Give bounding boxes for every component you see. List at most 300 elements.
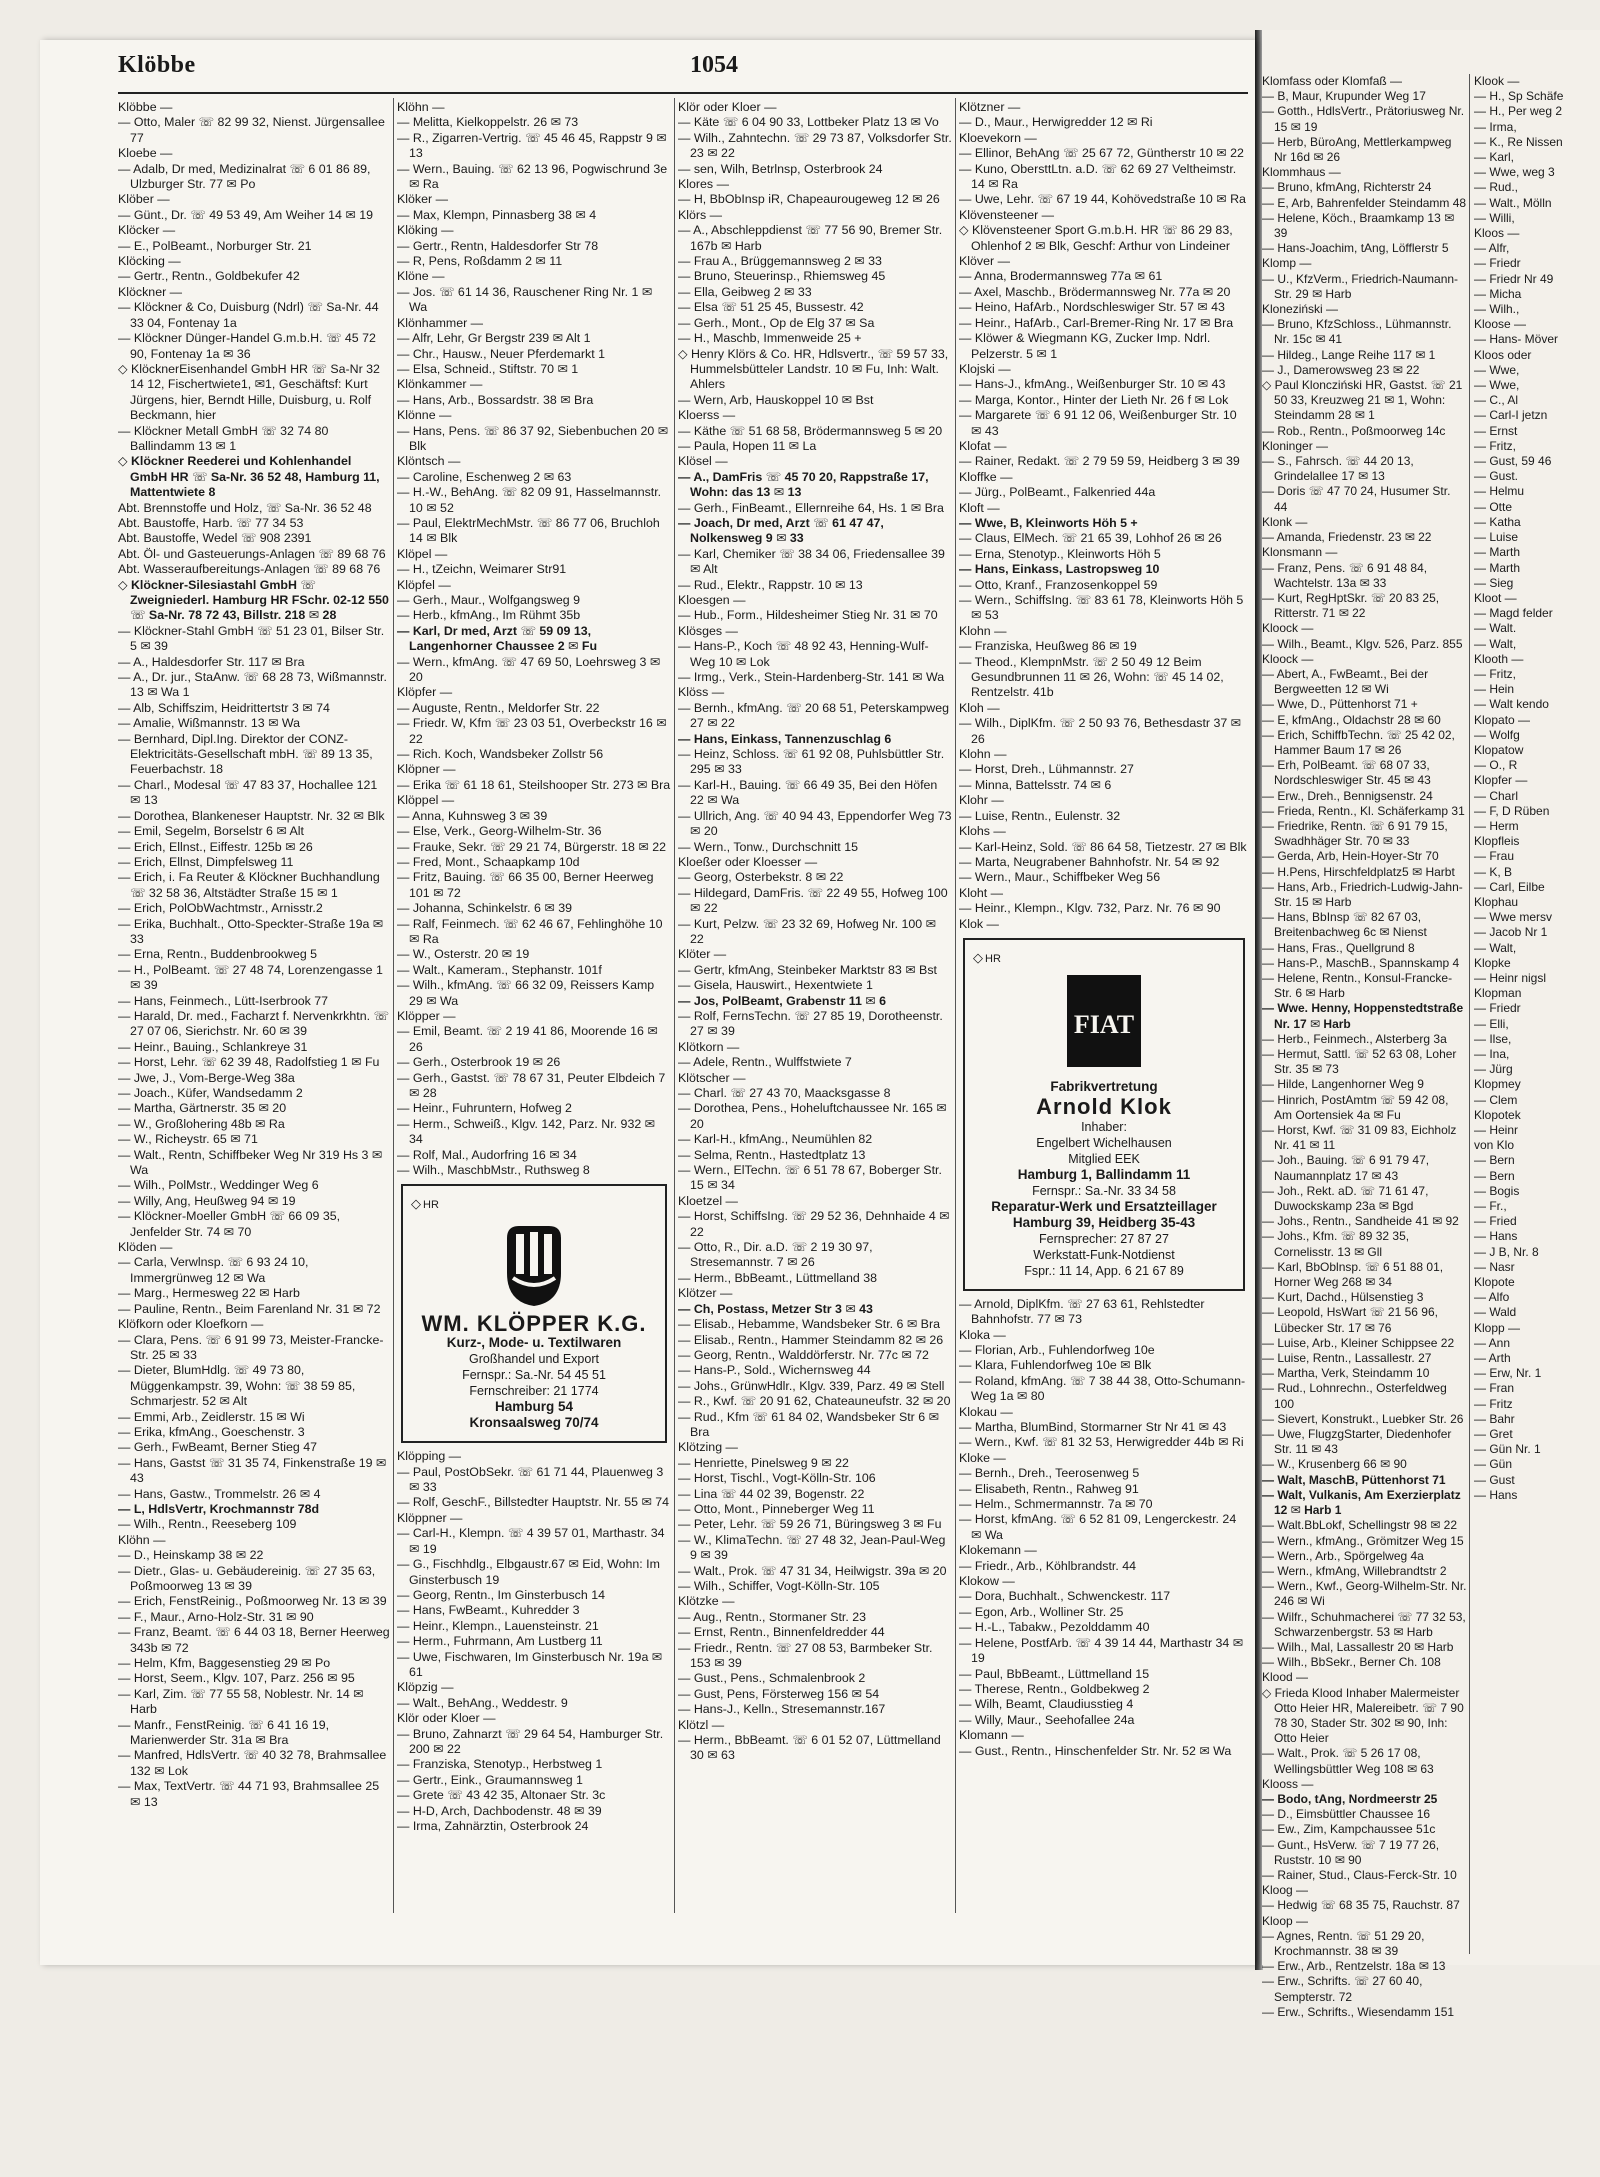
directory-entry: — Wern., kfmAng., Grömitzer Weg 15 xyxy=(1262,1533,1464,1548)
directory-entry: — Erna, Stenotyp., Kleinworts Höh 5 xyxy=(959,546,1161,561)
directory-entry: — Georg, Rentn., Walddörferstr. Nr. 77c ✉ 72 xyxy=(678,1347,929,1362)
directory-entry: — Elisab., Rentn., Hammer Steindamm 82 ✉ 26 xyxy=(678,1332,944,1347)
directory-entry: — Wern., Tonw., Durchschnitt 15 xyxy=(678,839,858,854)
directory-entry: — W., Richeystr. 65 ✉ 71 xyxy=(118,1132,258,1147)
directory-entry: — Wilfr., Schuhmacherei ☏ 77 32 53, Schwarzenbergstr. 53 ✉ Harb xyxy=(1262,1609,1466,1639)
listing-diamond-icon: ◇ xyxy=(411,1196,421,1212)
directory-entry: — Fred, Mont., Schaapkamp 10d xyxy=(397,854,580,869)
directory-entry: — Helene, Rentn., Konsul-Francke-Str. 6 ✉ Harb xyxy=(1262,970,1453,1001)
directory-entry: — Heino, HafArb., Nordschleswiger Str. 57 ✉ 43 xyxy=(959,300,1225,315)
directory-entry: Klöpfel — xyxy=(397,577,451,592)
directory-entry: — Anna, Kuhnsweg 3 ✉ 39 xyxy=(397,808,548,823)
directory-entry: — Ch, Postass, Metzer Str 3 ✉ 43 xyxy=(678,1301,873,1316)
directory-entry: Klopotek xyxy=(1474,1107,1521,1122)
directory-entry: — Gerh., Mont., Op de Elg 37 ✉ Sa xyxy=(678,315,875,330)
directory-entry: — Hans-P., Sold., Wichernsweg 44 xyxy=(678,1363,871,1378)
directory-entry: Kloos oder xyxy=(1474,347,1532,362)
directory-entry: — Amanda, Friedenstr. 23 ✉ 22 xyxy=(1262,530,1432,545)
directory-entry: Klöbbe — xyxy=(118,100,173,114)
directory-entry: — Arnold, DiplKfm. ☏ 27 63 61, Rehlstedter Bahnhofstr. 77 ✉ 73 xyxy=(959,1296,1205,1327)
directory-entry: Klösges — xyxy=(678,623,738,638)
column-rule xyxy=(393,98,394,1913)
directory-entry: Abt. Brennstoffe und Holz, ☏ Sa-Nr. 36 52 48 xyxy=(118,500,372,515)
directory-entry: — Rich. Koch, Wandsbeker Zollstr 56 xyxy=(397,747,604,762)
directory-entry: — Hans, BbInsp ☏ 82 67 03, Breitenbachweg 6c ✉ Nienst xyxy=(1262,910,1427,940)
directory-entry: — Bruno, Steuerinsp., Rhiemsweg 45 xyxy=(678,269,886,284)
directory-entry: — Fritz xyxy=(1474,1396,1513,1411)
directory-entry: ◇ Klöckner-Silesiastahl GmbH ☏ Zweigniederl. Hamburg HR FSchr. 02-12 550 ☏ Sa-Nr. 78 72 43, Billstr. 218 ✉ 28 xyxy=(118,577,389,623)
advertisement-kloepper xyxy=(401,1184,667,1443)
directory-entry: — Ann xyxy=(1474,1335,1511,1350)
directory-entry: — Auguste, Rentn., Meldorfer Str. 22 xyxy=(397,700,600,715)
directory-entry: — Paul, ElektrMechMstr. ☏ 86 77 06, Bruchloh 14 ✉ Blk xyxy=(397,515,660,546)
directory-entry: — Doris ☏ 47 70 24, Husumer Str. 44 xyxy=(1262,484,1451,514)
directory-entry: Kloka — xyxy=(959,1327,1006,1342)
directory-entry: — Wilh., BbSekr., Berner Ch. 108 xyxy=(1262,1655,1441,1670)
directory-entry: — Walt., Rentn, Schiffbeker Weg Nr 319 Hs 3 ✉ Wa xyxy=(118,1147,383,1178)
directory-entry: — H., Sp Schäfe xyxy=(1474,89,1564,104)
directory-entry: — W., KlimaTechn. ☏ 27 48 32, Jean-Paul-Weg 9 ✉ 39 xyxy=(678,1532,946,1563)
directory-entry: — F., Maur., Arno-Holz-Str. 31 ✉ 90 xyxy=(118,1609,314,1624)
directory-column-3 xyxy=(678,100,952,1920)
directory-entry: — Dietr., Glas- u. Gebäudereinig. ☏ 27 35 63, Poßmoorweg 13 ✉ 39 xyxy=(118,1563,376,1593)
directory-entry: — Wern., Arb., Spörgelweg 4a xyxy=(1262,1548,1424,1563)
directory-entry: — Wilh., xyxy=(1474,302,1520,317)
directory-entry: Klooss — xyxy=(1262,1776,1314,1791)
directory-entry: — Gret xyxy=(1474,1427,1513,1442)
directory-entry: Klöcking — xyxy=(118,254,181,269)
directory-entry: — Elisabeth, Rentn., Rahweg 91 xyxy=(959,1481,1139,1496)
directory-entry: — S., Fahrsch. ☏ 44 20 13, Grindelallee 17 ✉ 13 xyxy=(1262,454,1414,484)
directory-entry: — Walt kendo xyxy=(1474,697,1549,712)
directory-entry: — H, BbObInsp iR, Chapeaurougeweg 12 ✉ 26 xyxy=(678,192,940,207)
directory-entry: — Horst, kfmAng. ☏ 6 52 81 09, Lengerckestr. 24 ✉ Wa xyxy=(959,1512,1237,1542)
directory-entry: — Heinr., HafArb., Carl-Bremer-Ring Nr. 17 ✉ Bra xyxy=(959,315,1234,330)
directory-entry: — Gust, 59 46 xyxy=(1474,454,1552,469)
directory-entry: — Hans, Gastw., Trommelstr. 26 ✉ 4 xyxy=(118,1486,321,1501)
directory-entry: — Walt., Mölln xyxy=(1474,195,1552,210)
directory-entry: Kloffke — xyxy=(959,469,1013,484)
directory-entry: — Else, Verk., Georg-Wilhelm-Str. 36 xyxy=(397,824,602,839)
directory-entry: — Bernh., Dreh., Teerosenweg 5 xyxy=(959,1466,1140,1481)
directory-entry: Abt. Baustoffe, Wedel ☏ 908 2391 xyxy=(118,531,312,546)
directory-entry: — Willy, Maur., Seehofallee 24a xyxy=(959,1712,1135,1727)
directory-entry: — Hilde, Langenhorner Weg 9 xyxy=(1262,1077,1424,1092)
directory-entry: — Willy, Ang, Heußweg 94 ✉ 19 xyxy=(118,1193,296,1208)
directory-entry: — Emil, Segelm, Borselstr 6 ✉ Alt xyxy=(118,824,304,839)
directory-entry: Klötzl — xyxy=(678,1717,725,1732)
directory-entry: — Jürg xyxy=(1474,1062,1513,1077)
directory-entry: — Max, TextVertr. ☏ 44 71 93, Brahmsallee 25 ✉ 13 xyxy=(118,1779,380,1809)
directory-entry: — Uwe, FlugzgStarter, Diedenhofer Str. 11 ✉ 43 xyxy=(1262,1427,1452,1457)
directory-entry: — Walt.BbLokf, Schellingstr 98 ✉ 22 xyxy=(1262,1518,1458,1533)
directory-entry: — Käthe ☏ 51 68 58, Brödermannsweg 5 ✉ 20 xyxy=(678,423,943,438)
directory-entry: — Fritz, Bauing. ☏ 66 35 00, Berner Heerweg 101 ✉ 72 xyxy=(397,870,654,900)
directory-entry: — Walt., Prok. ☏ 5 26 17 08, Wellingsbüttler Weg 108 ✉ 63 xyxy=(1262,1746,1434,1776)
directory-entry: — Wwe, xyxy=(1474,378,1520,393)
directory-entry: — Luise, Arb., Kleiner Schippsee 22 xyxy=(1262,1335,1455,1350)
directory-entry: — Gust xyxy=(1474,1472,1515,1487)
directory-entry: Klöver — xyxy=(959,254,1010,269)
directory-entry: Klohn — xyxy=(959,747,1007,762)
directory-entry: — Dorothea, Blankeneser Hauptstr. Nr. 32 ✉ Blk xyxy=(118,808,385,823)
directory-entry: — Bernhard, Dipl.Ing. Direktor der CONZ-Elektricitäts-Gesellschaft mbH. ☏ 89 13 35, Feuerbachstr. 18 xyxy=(118,731,373,777)
directory-entry: — Frau xyxy=(1474,849,1515,864)
directory-entry: Klötzer — xyxy=(678,1286,733,1301)
directory-entry: Klomann — xyxy=(959,1728,1024,1743)
directory-entry: — Rob., Rentn., Poßmoorweg 14c xyxy=(1262,423,1446,438)
directory-entry: Kloog — xyxy=(1262,1883,1309,1898)
directory-entry: Klötscher — xyxy=(678,1070,746,1085)
directory-entry: — Walt., Kameram., Stephanstr. 101f xyxy=(397,962,602,977)
directory-entry: — Hans, Fras., Quellgrund 8 xyxy=(1262,940,1415,955)
directory-entry: — Micha xyxy=(1474,286,1522,301)
directory-entry: Klörs — xyxy=(678,207,723,222)
listing-diamond-icon: ◇ xyxy=(973,949,983,965)
directory-entry: Klood — xyxy=(1262,1670,1309,1685)
directory-entry: Klofat — xyxy=(959,438,1007,453)
ad-line: Fernspr.: Sa.-Nr. 33 34 58 xyxy=(1032,1183,1176,1198)
directory-entry: Klöking — xyxy=(397,223,454,238)
directory-entry: — Charl xyxy=(1474,788,1519,803)
directory-entry: Klooth — xyxy=(1474,651,1524,666)
directory-entry: — Walt, xyxy=(1474,940,1517,955)
directory-entry: — Gust. xyxy=(1474,469,1519,484)
directory-entry: Abt. Wasseraufbereitungs-Anlagen ☏ 89 68 76 xyxy=(118,562,381,577)
directory-entry: — Johs., GrünwHdlr., Klgv. 339, Parz. 49 ✉ Stell xyxy=(678,1378,945,1393)
directory-entry: — Hein xyxy=(1474,682,1515,697)
directory-entry: Klöden — xyxy=(118,1240,173,1255)
directory-entry: — Martha, Verk, Steindamm 10 xyxy=(1262,1366,1430,1381)
directory-entry: — Hans, Arb., Bossardstr. 38 ✉ Bra xyxy=(397,392,594,407)
directory-entry: — Roland, kfmAng. ☏ 7 38 44 38, Otto-Schumann-Weg 1a ✉ 80 xyxy=(959,1373,1246,1404)
directory-entry: — Helene, PostfArb. ☏ 4 39 14 44, Marthastr 34 ✉ 19 xyxy=(959,1635,1244,1666)
directory-entry: — Erich, SchiffbTechn. ☏ 25 42 02, Hammer Baum 17 ✉ 26 xyxy=(1262,727,1455,757)
directory-entry: — Wern, Arb, Hauskoppel 10 ✉ Bst xyxy=(678,392,874,407)
directory-entry: — Joh., Rekt. aD. ☏ 71 61 47, Duwockskamp 23a ✉ Bgd xyxy=(1262,1183,1429,1214)
directory-entry: — Rud., Elektr., Rappstr. 10 ✉ 13 xyxy=(678,577,863,592)
directory-entry: Klöntsch — xyxy=(397,454,461,469)
directory-entry: Klomp — xyxy=(1262,256,1312,271)
directory-entry: — Jos, PolBeamt, Grabenstr 11 ✉ 6 xyxy=(678,993,887,1008)
directory-entry: — Rainer, Stud., Claus-Ferck-Str. 10 xyxy=(1262,1867,1457,1882)
directory-entry: — Herm., Fuhrmann, Am Lustberg 11 xyxy=(397,1634,603,1649)
directory-entry: — Wilh., MaschbMstr., Ruthsweg 8 xyxy=(397,1163,590,1178)
directory-entry: — Wilh., Rentn., Reeseberg 109 xyxy=(118,1517,297,1532)
directory-entry: — Herm., BbBeamt., Lüttmelland 38 xyxy=(678,1270,878,1285)
directory-entry: — H.-L., Tabakw., Pezolddamm 40 xyxy=(959,1620,1150,1635)
ad-line: Fernspr.: Sa.-Nr. 54 45 51 xyxy=(462,1368,606,1383)
directory-entry: — Gust, Pens, Försterweg 156 ✉ 54 xyxy=(678,1686,880,1701)
directory-entry: — Therese, Rentn., Goldbekweg 2 xyxy=(959,1681,1150,1696)
directory-entry: — Joach., Küfer, Wandsedamm 2 xyxy=(118,1086,303,1100)
directory-entry: — Magd felder xyxy=(1474,606,1553,621)
directory-entry: — Jwe, J., Vom-Berge-Weg 38a xyxy=(118,1070,295,1085)
ad-line: Fspr.: 11 14, App. 6 21 67 89 xyxy=(1024,1263,1184,1278)
directory-entry: — Amalie, Wißmannstr. 13 ✉ Wa xyxy=(118,716,301,731)
directory-entry: Kloos — xyxy=(1474,226,1520,241)
directory-entry: — Herb, BüroAng, Mettlerkampweg Nr 16d ✉ 26 xyxy=(1262,134,1452,165)
directory-entry: — Ullrich, Ang. ☏ 40 94 43, Eppendorfer Weg 73 ✉ 20 xyxy=(678,808,952,839)
directory-entry: — Wwe mersv xyxy=(1474,910,1552,925)
directory-entry: Klook — xyxy=(1474,74,1520,88)
directory-entry: Kloesgen — xyxy=(678,593,746,607)
directory-entry: — Gerh., FinBeamt., Ellernreihe 64, Hs. 1 ✉ Bra xyxy=(678,500,944,515)
directory-entry: — Irma, Zahnärztin, Osterbrook 24 xyxy=(397,1819,589,1833)
directory-entry: — Helm., Schmermannstr. 7a ✉ 70 xyxy=(959,1497,1153,1512)
directory-entry: Klötzner — xyxy=(959,100,1021,114)
directory-entry: — Wern., kfmAng, Willebrandtstr 2 xyxy=(1262,1563,1447,1578)
column-rule xyxy=(1469,74,1470,1954)
directory-entry: Kloetzel — xyxy=(678,1193,738,1208)
directory-entry: — Alb, Schiffszim, Heidrittertstr 3 ✉ 74 xyxy=(118,700,330,715)
directory-entry: — Karl-H., Bauing. ☏ 66 49 35, Bei den Höfen 22 ✉ Wa xyxy=(678,777,938,808)
directory-entry: — Irma, xyxy=(1474,119,1517,134)
directory-entry: — Wwe, B, Kleinworts Höh 5 + xyxy=(959,515,1138,530)
directory-entry: — Ella, Geibweg 2 ✉ 33 xyxy=(678,284,812,299)
directory-entry: — Gertr, kfmAng, Steinbeker Marktstr 83 ✉ Bst xyxy=(678,962,937,977)
directory-entry: — Sievert, Konstrukt., Luebker Str. 26 xyxy=(1262,1411,1464,1426)
directory-entry: — Hildegard, DamFris. ☏ 22 49 55, Hofweg 100 ✉ 22 xyxy=(678,885,948,916)
directory-entry: — Klöckner-Stahl GmbH ☏ 51 23 01, Bilser Str. 5 ✉ 39 xyxy=(118,623,385,654)
directory-entry: — Ellinor, BehAng ☏ 25 67 72, Güntherstr 10 ✉ 22 xyxy=(959,146,1244,161)
directory-entry: — Elisab., Hebamme, Wandsbeker Str. 6 ✉ Bra xyxy=(678,1317,940,1332)
ad-line: Hamburg 1, Ballindamm 11 xyxy=(1017,1166,1191,1182)
directory-entry: — Karl, Chemiker ☏ 38 34 06, Friedensallee 39 ✉ Alt xyxy=(678,546,945,577)
directory-entry: — Marga, Kontor., Hinter der Lieth Nr. 26 f ✉ Lok xyxy=(959,392,1229,407)
directory-entry: — Wern., kfmAng. ☏ 47 69 50, Loehrsweg 3 ✉ 20 xyxy=(397,654,661,685)
directory-entry: — Walt, MaschB, Püttenhorst 71 xyxy=(1262,1472,1446,1487)
directory-entry: — Otto, Maler ☏ 82 99 32, Nienst. Jürgensallee 77 xyxy=(118,115,385,145)
directory-entry: — R., Kwf. ☏ 20 91 62, Chateauneufstr. 32 ✉ 20 xyxy=(678,1394,951,1409)
ad-company-name: WM. KLÖPPER K.G. xyxy=(421,1310,647,1336)
directory-entry: — A., Haldesdorfer Str. 117 ✉ Bra xyxy=(118,654,305,669)
directory-entry: — Karl, BbOblnsp. ☏ 6 51 88 01, Horner Weg 268 ✉ 34 xyxy=(1262,1259,1444,1290)
directory-entry: von Klo xyxy=(1474,1138,1515,1153)
directory-entry: — Willi, xyxy=(1474,210,1515,225)
directory-entry: — Emil, Beamt. ☏ 2 19 41 86, Moorende 16 ✉ 26 xyxy=(397,1024,658,1054)
directory-entry: — Horst, Dreh., Lühmannstr. 27 xyxy=(959,762,1134,777)
directory-entry: — Wolfg xyxy=(1474,727,1520,742)
ad-line: Fernsprecher: 27 87 27 xyxy=(1039,1231,1169,1246)
directory-entry: Klohs — xyxy=(959,824,1006,839)
page-header xyxy=(118,52,1248,88)
directory-entry: — Martha, Gärtnerstr. 35 ✉ 20 xyxy=(118,1101,287,1116)
directory-entry: — Erich, FenstReinig., Poßmoorweg Nr. 13 ✉ 39 xyxy=(118,1594,387,1609)
directory-entry: — Hans- Möver xyxy=(1474,332,1559,347)
directory-entry: Klophau xyxy=(1474,894,1519,909)
directory-entry: — Claus, ElMech. ☏ 21 65 39, Lohhof 26 ✉ 26 xyxy=(959,531,1222,546)
directory-entry: — H.-W., BehAng. ☏ 82 09 91, Hasselmannstr. 10 ✉ 52 xyxy=(397,485,662,515)
directory-entry: — Wilh, Beamt, Claudiusstieg 4 xyxy=(959,1697,1134,1712)
directory-entry: — Katha xyxy=(1474,514,1521,529)
directory-entry: — Arth xyxy=(1474,1351,1511,1366)
directory-entry: — Wwe, D., Püttenhorst 71 + xyxy=(1262,697,1418,712)
directory-entry: Klopato — xyxy=(1474,712,1531,727)
directory-entry: ◇ Henry Klörs & Co. HR, Hdlsvertr., ☏ 59 57 33, Hummelsbütteler Landstr. 10 ✉ Fu, Inh: Walt. Ahlers xyxy=(678,346,949,392)
directory-entry: — H., Maschb, Immenweide 25 + xyxy=(678,331,862,346)
directory-entry: — H., Per weg 2 xyxy=(1474,104,1563,119)
directory-entry: — Fritz, xyxy=(1474,666,1516,681)
ad-line: Großhandel und Export xyxy=(469,1352,599,1367)
hr-mark: HR xyxy=(985,952,1001,965)
ad-line: Hamburg 39, Heidberg 35-43 xyxy=(1012,1214,1196,1230)
directory-entry: — Erika ☏ 61 18 61, Steilshooper Str. 273 ✉ Bra xyxy=(397,777,671,792)
directory-entry: — Hans xyxy=(1474,1229,1518,1244)
directory-entry: — Erw., Schrifts. ☏ 27 60 40, Sempterstr. 72 xyxy=(1262,1974,1423,2004)
ad-line: Engelbert Wichelhausen xyxy=(1036,1135,1172,1150)
directory-entry: — Wilh., Schiffer, Vogt-Kölln-Str. 105 xyxy=(678,1579,880,1593)
directory-entry: — Grete ☏ 43 42 35, Altonaer Str. 3c xyxy=(397,1788,606,1803)
directory-entry: — Walt, Vulkanis, Am Exerzierplatz 12 ✉ Harb 1 xyxy=(1262,1487,1461,1518)
directory-entry: Klöss — xyxy=(678,685,725,700)
fiat-logo-icon xyxy=(1059,971,1149,1071)
directory-entry: — K, B xyxy=(1474,864,1513,879)
directory-entry: — Elsa, Schneid., Stiftstr. 70 ✉ 1 xyxy=(397,361,579,376)
directory-entry: — Georg, Osterbekstr. 8 ✉ 22 xyxy=(678,870,844,885)
directory-entry: — K., Re Nissen xyxy=(1474,134,1563,149)
directory-entry: ◇ Klöckner Reederei und Kohlenhandel GmbH HR ☏ Sa-Nr. 36 52 48, Hamburg 11, Mattentwiete 8 xyxy=(118,454,380,500)
directory-entry: — E., PolBeamt., Norburger Str. 21 xyxy=(118,238,312,253)
directory-entry: — Gertr., Rentn., Goldbekufer 42 xyxy=(118,269,300,284)
directory-entry: — Gust., Rentn., Hinschenfelder Str. Nr. 52 ✉ Wa xyxy=(959,1743,1232,1758)
directory-entry: Klötzke — xyxy=(678,1594,735,1609)
directory-entry: — Fr., xyxy=(1474,1199,1507,1214)
directory-entry: — Hans, Pens. ☏ 86 37 92, Siebenbuchen 20 ✉ Blk xyxy=(397,423,669,453)
advertisement-klok xyxy=(963,938,1245,1291)
directory-entry: Klöhn — xyxy=(397,100,445,114)
directory-entry: — Fran xyxy=(1474,1381,1515,1396)
directory-entry: — H-D, Arch, Dachbodenstr. 48 ✉ 39 xyxy=(397,1803,602,1818)
right-page xyxy=(1262,30,1600,2019)
directory-entry: — Rolf, GeschF., Billstedter Hauptstr. Nr. 55 ✉ 74 xyxy=(397,1495,670,1510)
ad-line: Kurz-, Mode- u. Textilwaren xyxy=(446,1335,622,1351)
directory-entry: — Günt., Dr. ☏ 49 53 49, Am Weiher 14 ✉ 19 xyxy=(118,207,373,222)
directory-entry: — Karl-Heinz, Sold. ☏ 86 64 58, Tietzestr. 27 ✉ Blk xyxy=(959,839,1247,854)
directory-entry: — Franz, Beamt. ☏ 6 44 03 18, Berner Heerweg 343b ✉ 72 xyxy=(118,1625,390,1655)
directory-entry: — Ernst, Rentn., Binnenfeldredder 44 xyxy=(678,1625,885,1640)
directory-entry: — Horst, Kwf. ☏ 31 09 83, Eichholz Nr. 41 ✉ 11 xyxy=(1262,1123,1457,1153)
ad-line: Fabrikvertretung xyxy=(1050,1079,1158,1095)
directory-entry: — Hermut, Sattl. ☏ 52 63 08, Loher Str. 35 ✉ 73 xyxy=(1262,1047,1457,1077)
fiat-logo-text: FIAT xyxy=(1073,1010,1135,1040)
directory-entry: — Hans-Joachim, tAng, Löfflerstr 5 xyxy=(1262,241,1449,256)
directory-entry: Klonk — xyxy=(1262,514,1308,529)
directory-entry: — Wilh., Mal, Lassallestr 20 ✉ Harb xyxy=(1262,1639,1454,1654)
ad-line: Hamburg 54 xyxy=(494,1399,574,1415)
directory-entry: — Jacob Nr 1 xyxy=(1474,925,1548,940)
directory-entry: — Hans, FwBeamt., Kuhredder 3 xyxy=(397,1603,580,1618)
directory-entry: — Rud., Kfm ☏ 61 84 02, Wandsbeker Str 6 ✉ Bra xyxy=(678,1409,939,1439)
directory-entry: — Friedr., Arb., Köhlbrandstr. 44 xyxy=(959,1558,1136,1573)
directory-entry: Klör oder Kloer — xyxy=(678,100,777,114)
directory-entry: — Peter, Lehr. ☏ 59 26 71, Büringsweg 3 ✉ Fu xyxy=(678,1517,942,1532)
directory-entry: — Gerh., Osterbrook 19 ✉ 26 xyxy=(397,1055,561,1070)
directory-entry: — Klara, Fuhlendorfweg 10e ✉ Blk xyxy=(959,1358,1152,1373)
directory-entry: — Walt., Prok. ☏ 47 31 34, Heilwigstr. 39a ✉ 20 xyxy=(678,1563,947,1578)
directory-entry: — Erika, Buchhalt., Otto-Speckter-Straße 19a ✉ 33 xyxy=(118,916,384,946)
directory-entry: Kloht — xyxy=(959,885,1004,900)
directory-entry: — Franz, Pens. ☏ 6 91 48 84, Wachtelstr. 13a ✉ 33 xyxy=(1262,560,1428,590)
directory-entry: — Bahr xyxy=(1474,1411,1515,1426)
directory-entry: — Heinr., Klempn., Klgv. 732, Parz. Nr. 76 ✉ 90 xyxy=(959,901,1221,916)
ad-line: Kronsaalsweg 70/74 xyxy=(469,1415,599,1431)
directory-entry: — Nasr xyxy=(1474,1259,1515,1274)
directory-entry: — Leopold, HsWart ☏ 21 56 96, Lübecker Str. 17 ✉ 76 xyxy=(1262,1305,1438,1335)
directory-entry: — Horst, Lehr. ☏ 62 39 48, Radolfstieg 1 ✉ Fu xyxy=(118,1055,380,1070)
directory-entry: — Wern., Kwf., Georg-Wilhelm-Str. Nr. 246 ✉ Wi xyxy=(1262,1579,1467,1609)
directory-entry: — Manfr., FenstReinig. ☏ 6 41 16 19, Marienwerder Str. 31a ✉ Bra xyxy=(118,1717,330,1748)
directory-entry: Klöpel — xyxy=(397,546,448,561)
directory-entry: Klöcker — xyxy=(118,223,176,238)
directory-entry: — U., KfzVerm., Friedrich-Naumann-Str. 29 ✉ Harb xyxy=(1262,271,1459,301)
directory-entry: Klöpner — xyxy=(397,762,456,777)
directory-entry: — J., Damerowsweg 23 ✉ 22 xyxy=(1262,362,1420,377)
directory-entry: — A., Dr. jur., StaAnw. ☏ 68 28 73, Wißmannstr. 13 ✉ Wa 1 xyxy=(118,670,387,700)
directory-entry: — Friedr., Rentn. ☏ 27 08 53, Barmbeker Str. 153 ✉ 39 xyxy=(678,1640,933,1671)
directory-entry: — Elsa ☏ 51 25 45, Bussestr. 42 xyxy=(678,300,864,315)
directory-entry: — Adalb, Dr med, Medizinalrat ☏ 6 01 86 89, Ulzburger Str. 77 ✉ Po xyxy=(118,161,371,192)
directory-entry: — E, kfmAng., Oldachstr 28 ✉ 60 xyxy=(1262,712,1441,727)
directory-entry: — Irmg., Verk., Stein-Hardenberg-Str. 141 ✉ Wa xyxy=(678,670,945,685)
directory-entry: — Klöckner-Moeller GmbH ☏ 66 09 35, Jenfelder Str. 74 ✉ 70 xyxy=(118,1209,341,1239)
directory-entry: — Erw., Schrifts., Wiesendamm 151 xyxy=(1262,2004,1455,2019)
directory-entry: Klöhn — xyxy=(118,1532,166,1547)
directory-entry: — Friedr Nr 49 xyxy=(1474,271,1554,286)
directory-entry: — H., tZeichn, Weimarer Str91 xyxy=(397,562,567,577)
directory-entry: — Wilh., Beamt., Klgv. 526, Parz. 855 xyxy=(1262,636,1463,651)
directory-entry: — Hans, Arb., Friedrich-Ludwig-Jahn-Str. 15 ✉ Harb xyxy=(1262,879,1463,909)
directory-entry: — Helm, Kfm, Baggesenstieg 29 ✉ Po xyxy=(118,1656,331,1671)
directory-entry: — Gün xyxy=(1474,1457,1513,1472)
directory-entry: — Erich, Ellnst, Dimpfelsweg 11 xyxy=(118,854,294,869)
directory-entry: — Ralf, Feinmech. ☏ 62 46 67, Fehlinghöhe 10 ✉ Ra xyxy=(397,916,663,946)
directory-entry: — Wilh., Zahntechn. ☏ 29 73 87, Volksdorfer Str. 23 ✉ 22 xyxy=(678,130,952,161)
directory-entry: — sen, Wilh, Betrlnsp, Osterbrook 24 xyxy=(678,161,883,176)
directory-entry: — Hub., Form., Hildesheimer Stieg Nr. 31 ✉ 70 xyxy=(678,608,938,623)
directory-entry: — Kurt, Pelzw. ☏ 23 32 69, Hofweg Nr. 100 ✉ 22 xyxy=(678,916,936,946)
directory-entry: — Kurt, RegHptSkr. ☏ 20 83 25, Ritterstr. 71 ✉ 22 xyxy=(1262,590,1440,621)
directory-entry: — Frieda, Rentn., Kl. Schäferkamp 31 xyxy=(1262,803,1465,818)
directory-entry: — O., R xyxy=(1474,758,1518,773)
directory-entry: — Klöckner Dünger-Handel G.m.b.H. ☏ 45 72 90, Fontenay 1a ✉ 36 xyxy=(118,331,376,361)
directory-entry: — Rolf, FernsTechn. ☏ 27 85 19, Dorotheenstr. 27 ✉ 39 xyxy=(678,1008,943,1039)
directory-entry: — Luise xyxy=(1474,530,1519,545)
directory-entry: — Herb., kfmAng., Im Rühmt 35b xyxy=(397,608,581,623)
right-page-column-1 xyxy=(1262,74,1467,2019)
directory-entry: — Herb., Feinmech., Alsterberg 3a xyxy=(1262,1031,1447,1046)
directory-entry: — Klöckner & Co, Duisburg (Ndrl) ☏ Sa-Nr. 44 33 04, Fontenay 1a xyxy=(118,300,379,330)
directory-entry: — B, Maur, Krupunder Weg 17 xyxy=(1262,89,1426,104)
directory-entry: Klöpper — xyxy=(397,1008,456,1023)
directory-entry: — D., Heinskamp 38 ✉ 22 xyxy=(118,1548,264,1563)
directory-entry: Klönhammer — xyxy=(397,315,484,330)
directory-entry: — Frauke, Sekr. ☏ 29 21 74, Bürgerstr. 18 ✉ 22 xyxy=(397,839,666,854)
directory-entry: — Theod., KlempnMstr. ☏ 2 50 49 12 Beim Gesundbrunnen 11 ✉ 26, Wohn: ☏ 45 14 02, Rentzelstr. 41b xyxy=(959,654,1224,700)
directory-entry: — Friedrike, Rentn. ☏ 6 91 79 15, Swadhhäger Str. 70 ✉ 33 xyxy=(1262,818,1448,849)
directory-entry: — W., Osterstr. 20 ✉ 19 xyxy=(397,947,530,962)
directory-entry: — Marta, Neugrabener Bahnhofstr. Nr. 54 ✉ 92 xyxy=(959,854,1220,869)
hr-mark: HR xyxy=(423,1199,439,1212)
directory-entry: Klöfkorn oder Kloefkorn — xyxy=(118,1317,264,1332)
directory-entry: Klöker — xyxy=(397,192,448,207)
directory-entry: — Ernst xyxy=(1474,423,1518,438)
directory-entry: — Hans-P., MaschB., Spannskamp 4 xyxy=(1262,955,1460,970)
directory-entry: Klöppner — xyxy=(397,1510,463,1525)
directory-entry: Klopatow xyxy=(1474,742,1524,757)
directory-entry: — Gerh., FwBeamt, Berner Stieg 47 xyxy=(118,1440,318,1455)
directory-entry: — Hildeg., Lange Reihe 117 ✉ 1 xyxy=(1262,347,1436,362)
